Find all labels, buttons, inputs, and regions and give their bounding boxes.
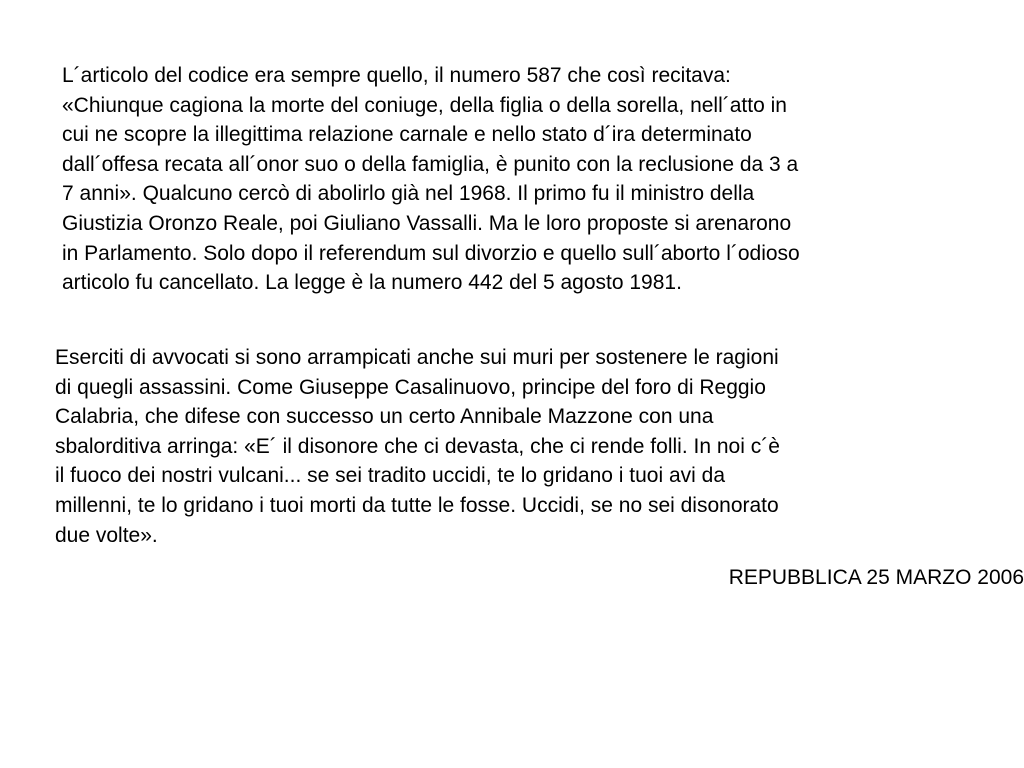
- text-line: «Chiunque cagiona la morte del coniuge, della figlia o della sorella, nell´atto in: [62, 93, 787, 117]
- text-line: millenni, te lo gridano i tuoi morti da tutte le fosse. Uccidi, se no sei disonorato: [55, 493, 779, 517]
- text-line: L´articolo del codice era sempre quello, il numero 587 che così recitava:: [62, 64, 731, 87]
- text-line: articolo fu cancellato. La legge è la numero 442 del 5 agosto 1981.: [62, 271, 682, 295]
- source-citation: REPUBBLICA 25 MARZO 2006: [728, 566, 1024, 589]
- text-line: cui ne scopre la illegittima relazione carnale e nello stato d´ira determinato: [62, 123, 752, 147]
- text-line: in Parlamento. Solo dopo il referendum sul divorzio e quello sull´aborto l´odioso: [62, 241, 800, 265]
- text-line: il fuoco dei nostri vulcani... se sei tradito uccidi, te lo gridano i tuoi avi da: [55, 464, 726, 488]
- text-line: Eserciti di avvocati si sono arrampicati anche sui muri per sostenere le ragioni: [55, 346, 779, 369]
- paragraph-article-587: [62, 61, 800, 298]
- text-line: dall´offesa recata all´onor suo o della famiglia, è punito con la reclusione da 3 a: [62, 152, 799, 176]
- paragraph-lawyers: [55, 343, 780, 550]
- text-line: di quegli assassini. Come Giuseppe Casalinuovo, principe del foro di Reggio: [55, 375, 766, 399]
- text-line: due volte».: [55, 523, 158, 547]
- text-line: 7 anni». Qualcuno cercò di abolirlo già nel 1968. Il primo fu il ministro della: [62, 182, 755, 206]
- text-line: Giustizia Oronzo Reale, poi Giuliano Vassalli. Ma le loro proposte si arenarono: [62, 211, 792, 235]
- text-line: sbalorditiva arringa: «E´ il disonore che ci devasta, che ci rende folli. In noi c´è: [55, 434, 780, 458]
- text-line: Calabria, che difese con successo un certo Annibale Mazzone con una: [55, 405, 714, 429]
